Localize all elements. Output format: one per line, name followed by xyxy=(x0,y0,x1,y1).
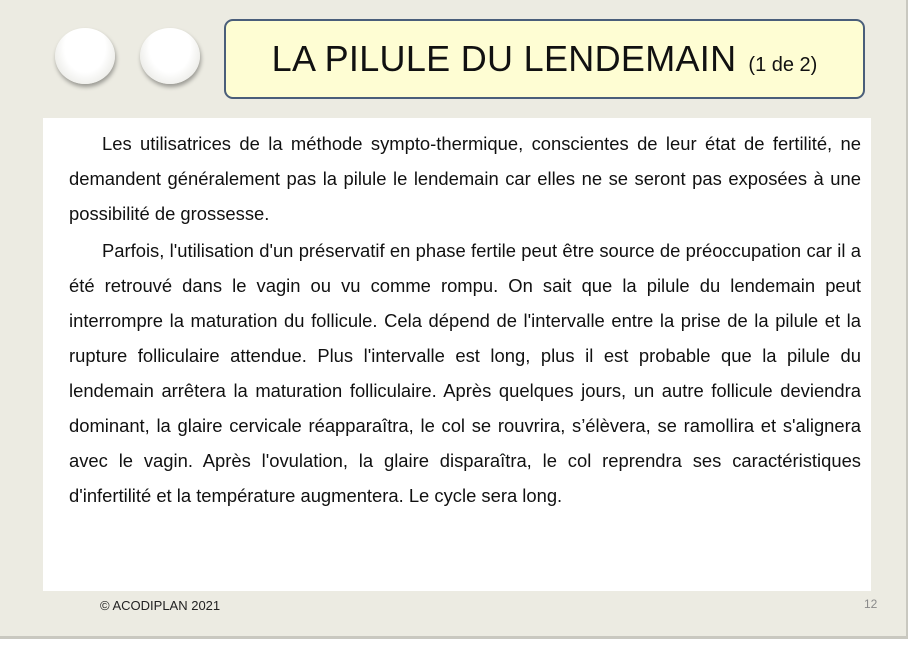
pill-icon xyxy=(140,28,200,84)
slide-subtitle: (1 de 2) xyxy=(748,53,818,76)
content-area xyxy=(43,118,871,591)
pill-icon xyxy=(55,28,115,84)
paragraph: Les utilisatrices de la méthode sympto-thermique, conscientes de leur état de fertilité, ne demandent généralement pas la pilule le lendemain car elles ne se seront pas exposées à une possibilité de grossesse. xyxy=(69,133,861,224)
paragraph: Parfois, l'utilisation d'un préservatif en phase fertile peut être source de préoccupation car il a été retrouvé dans le vagin ou vu comme rompu. On sait que la pilule du lendemain peut interrompre la maturation du follicule. Cela dépend de l'intervalle entre la prise de la pilule et la rupture folliculaire attendue. Plus l'intervalle est long, plus il est probable que la pilule du lendemain arrêtera la maturation folliculaire. Après quelques jours, un autre follicule deviendra dominant, la glaire cervicale réapparaîtra, le col se rouvrira, s’élèvera, se ramollira et s'alignera avec le vagin. Après l'ovulation, la glaire disparaîtra, le col reprendra ses caractéristiques d'infertilité et la température augmentera. Le cycle sera long. xyxy=(69,240,861,506)
slide-title: LA PILULE DU LENDEMAIN xyxy=(271,38,737,79)
page-number: 12 xyxy=(864,597,878,611)
title-box xyxy=(224,19,865,99)
copyright-footer: © ACODIPLAN 2021 xyxy=(100,598,221,613)
